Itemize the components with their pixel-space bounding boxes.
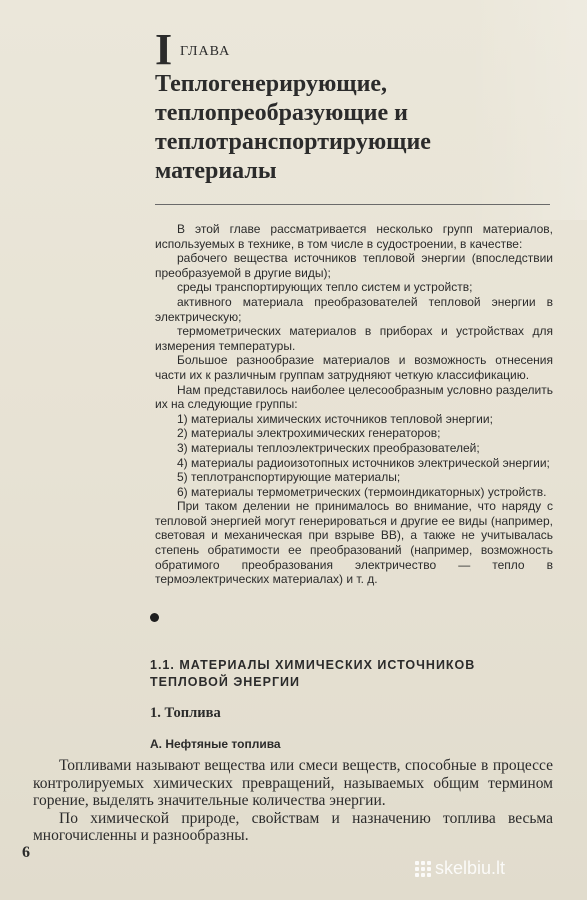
section-heading-line: 1.1. МАТЕРИАЛЫ ХИМИЧЕСКИХ ИСТОЧНИКОВ [150,658,476,672]
chapter-title-line: материалы [155,158,277,184]
intro-list-item: термометрических материалов в приборах и устройствах для измерения температуры. [155,324,553,353]
title-rule [155,204,550,205]
page-number: 6 [22,844,30,861]
chapter-label: ГЛАВА [180,44,231,59]
chapter-title-line: теплопреобразующие и [155,100,408,126]
chapter-number: I [155,25,174,74]
section-heading [150,657,550,691]
intro-paragraph: В этой главе рассматривается несколько групп материалов, используемых в технике, в том числе в судостроении, в качестве: [155,222,553,251]
chapter-intro [155,222,553,587]
intro-paragraph: Большое разнообразие материалов и возможность отнесения части их к различным группам затрудняют четкую классификацию. [155,353,553,382]
watermark [415,858,505,879]
chapter-title [155,70,535,186]
group-list-item: 5) теплотранспортирующие материалы; [177,470,401,485]
group-list-item: 3) материалы теплоэлектрических преобразователей; [177,440,480,455]
body-text [33,757,553,845]
group-list-item: 2) материалы электрохимических генераторов; [177,426,441,441]
subsubsection-heading: А. Нефтяные топлива [150,737,281,751]
intro-list-item: среды транспортирующих тепло систем и устройств; [177,280,473,295]
body-paragraph: Топливами называют вещества или смеси веществ, способные в процессе контролируемых химических превращений, называемых общим термином горение, выделять значительные количества энергии. [33,757,553,809]
group-list-item: 6) материалы термометрических (термоиндикаторных) устройств. [177,484,547,499]
group-list-item: 1) материалы химических источников тепловой энергии; [177,411,493,426]
section-heading-line: ТЕПЛОВОЙ ЭНЕРГИИ [150,675,300,689]
section-bullet-mark [150,613,159,622]
group-list-item: 4) материалы радиоизотопных источников электрической энергии; [177,455,550,470]
watermark-dots-icon [415,861,431,877]
chapter-title-line: Теплогенерирующие, [155,71,388,97]
intro-list-item: активного материала преобразователей тепловой энергии в электрическую; [155,294,553,324]
watermark-text: skelbiu.lt [435,858,506,878]
subsection-heading: 1. Топлива [150,705,221,721]
intro-paragraph: Нам представилось наиболее целесообразным условно разделить их на следующие группы: [155,382,553,412]
chapter-title-line: теплотранспортирующие [155,129,431,155]
body-paragraph: По химической природе, свойствам и назначению топлива весьма многочисленны и разнообразны. [33,809,553,844]
intro-paragraph: При таком делении не принималось во внимание, что наряду с тепловой энергией могут генерироваться и другие ее виды (например, световая и механическая при взрыве ВВ), а также не учитывалась степень обратимости ее преобразований (например, возможность обратимого преобразования электричество — тепло в термоэлектрических материалах) и т. д. [155,499,553,587]
intro-list-item: рабочего вещества источников тепловой энергии (впоследствии преобразуемой в другие виды); [155,251,553,280]
